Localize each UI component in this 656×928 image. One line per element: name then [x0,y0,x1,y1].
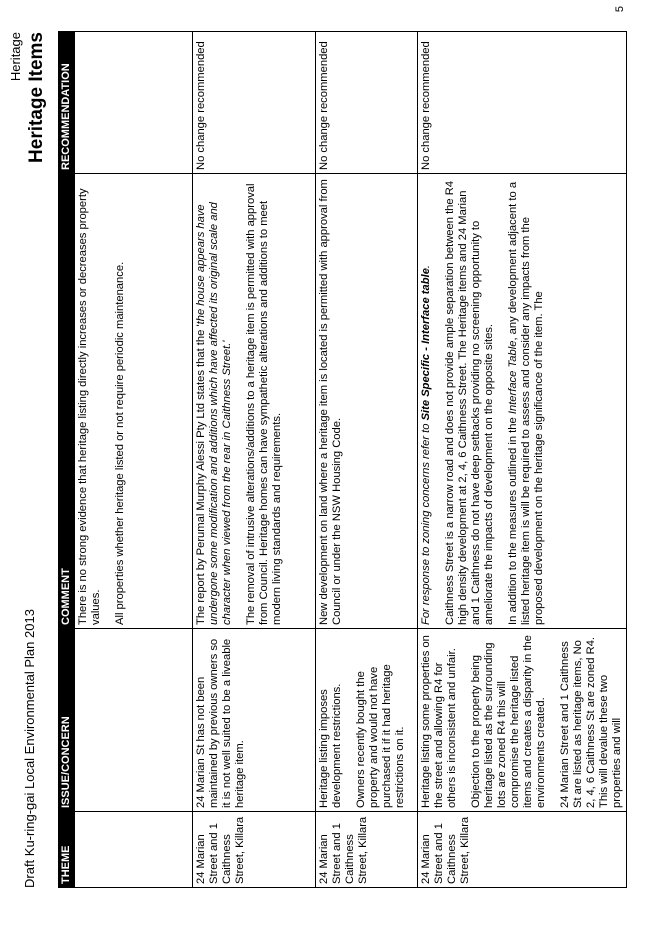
comment-text: , any development adjacent to a listed heritage item is will be required to assess and consider any impacts from the proposed development on the heritage significance of the item. The [506,181,545,625]
comment-text: The report by Perumal Murphy Alessi Pty Ltd states that the ' [194,324,207,625]
comment-quote: the house appears have undergone some modification and additions which have affected its original scale and character when viewed from the rear in Caithness Street.' [194,202,233,625]
table-row [315,32,417,888]
issue-cell: 24 Marian St has not been maintained by previous owners so it is not well suited to be a liveable heritage item. [192,629,315,812]
column-header-theme: THEME [59,812,75,888]
issue-cell [74,629,192,812]
table-row [417,32,626,888]
comment-paragraph [420,177,433,625]
issue-paragraph: Heritage listing some properties on the street and allowing R4 for others is inconsistent and unfair. [419,635,458,808]
recommendation-cell: No change recommended [417,32,626,174]
comment-reference: Site Specific - Interface table [419,268,432,421]
comment-cell [192,174,315,629]
issue-paragraph: Owners recently bought the property and would not have purchased it if it had heritage restrictions on it. [354,664,406,808]
recommendation-cell: No change recommended [315,32,417,174]
comment-text: For response to zoning concerns refer to [419,420,432,625]
comment-text: In addition to the measures outlined in the [506,414,519,625]
theme-cell: 24 Marian Street and 1 Caithness Street, Killara [315,812,417,888]
section-label: Heritage [8,32,23,82]
column-header-recommendation: RECOMMENDATION [59,32,75,174]
comment-cell [417,174,626,629]
comment-reference: Interface Table [506,340,519,415]
comment-cell [74,174,192,629]
comment-paragraph: Caithness Street is a narrow road and does not provide ample separation between the R4 high density development at 2, 4, 6 Caithness Street. The Heritage items and 24 Marian and 1 Caithness do not have deep setbacks providing no screening opportunity to ameliorate the impacts of development on the opposite sites. [443,180,495,625]
comment-paragraph: There is no strong evidence that heritage listing directly increases or decreases property values. [76,188,102,625]
heritage-items-table [58,31,627,888]
issue-paragraph: Heritage listing imposes development restrictions. [317,683,343,808]
issue-cell [315,629,417,812]
comment-cell: New development on land where a heritage item is located is permitted with approval from Council or under the NSW Housing Code. [315,174,417,629]
theme-cell: 24 Marian Street and 1 Caithness Street, Killara [192,812,315,888]
issue-paragraph: 24 Marian Street and 1 Caithness St are listed as heritage items, No 2, 4, 6 Caithness St are zoned R4. This will devalue these two properties and will [558,636,623,808]
theme-cell: 24 Marian Street and 1 Caithness Street, Killara [417,812,626,888]
table-header-row [59,32,75,888]
section-title: Heritage Items [26,32,47,163]
table-row [192,32,315,888]
document-title: Draft Ku-ring-gai Local Environmental Plan 2013 [22,609,37,888]
recommendation-cell: No change recommended [192,32,315,174]
issue-paragraph: Objection to the property being heritage listed as the surrounding lots are zoned R4 this will compromise the heritage listed items and creates a disparity in the environments created. [469,635,547,808]
comment-paragraph [507,177,546,625]
comment-text: . [419,264,432,269]
comment-paragraph: The removal of intrusive alterations/additions to a heritage item is permitted with approval from Council. Heritage homes can have sympathetic alterations and additions to meet modern living standards and requirements. [244,183,283,625]
recommendation-cell [74,32,192,174]
table-row [74,32,192,888]
issue-cell [417,629,626,812]
column-header-issue: ISSUE/CONCERN [59,629,75,812]
theme-cell [74,812,192,888]
page-number: 5 [614,6,626,13]
comment-paragraph [195,177,234,625]
comment-paragraph: All properties whether heritage listed or not require periodic maintenance. [113,261,126,625]
column-header-comment: COMMENT [59,174,75,629]
